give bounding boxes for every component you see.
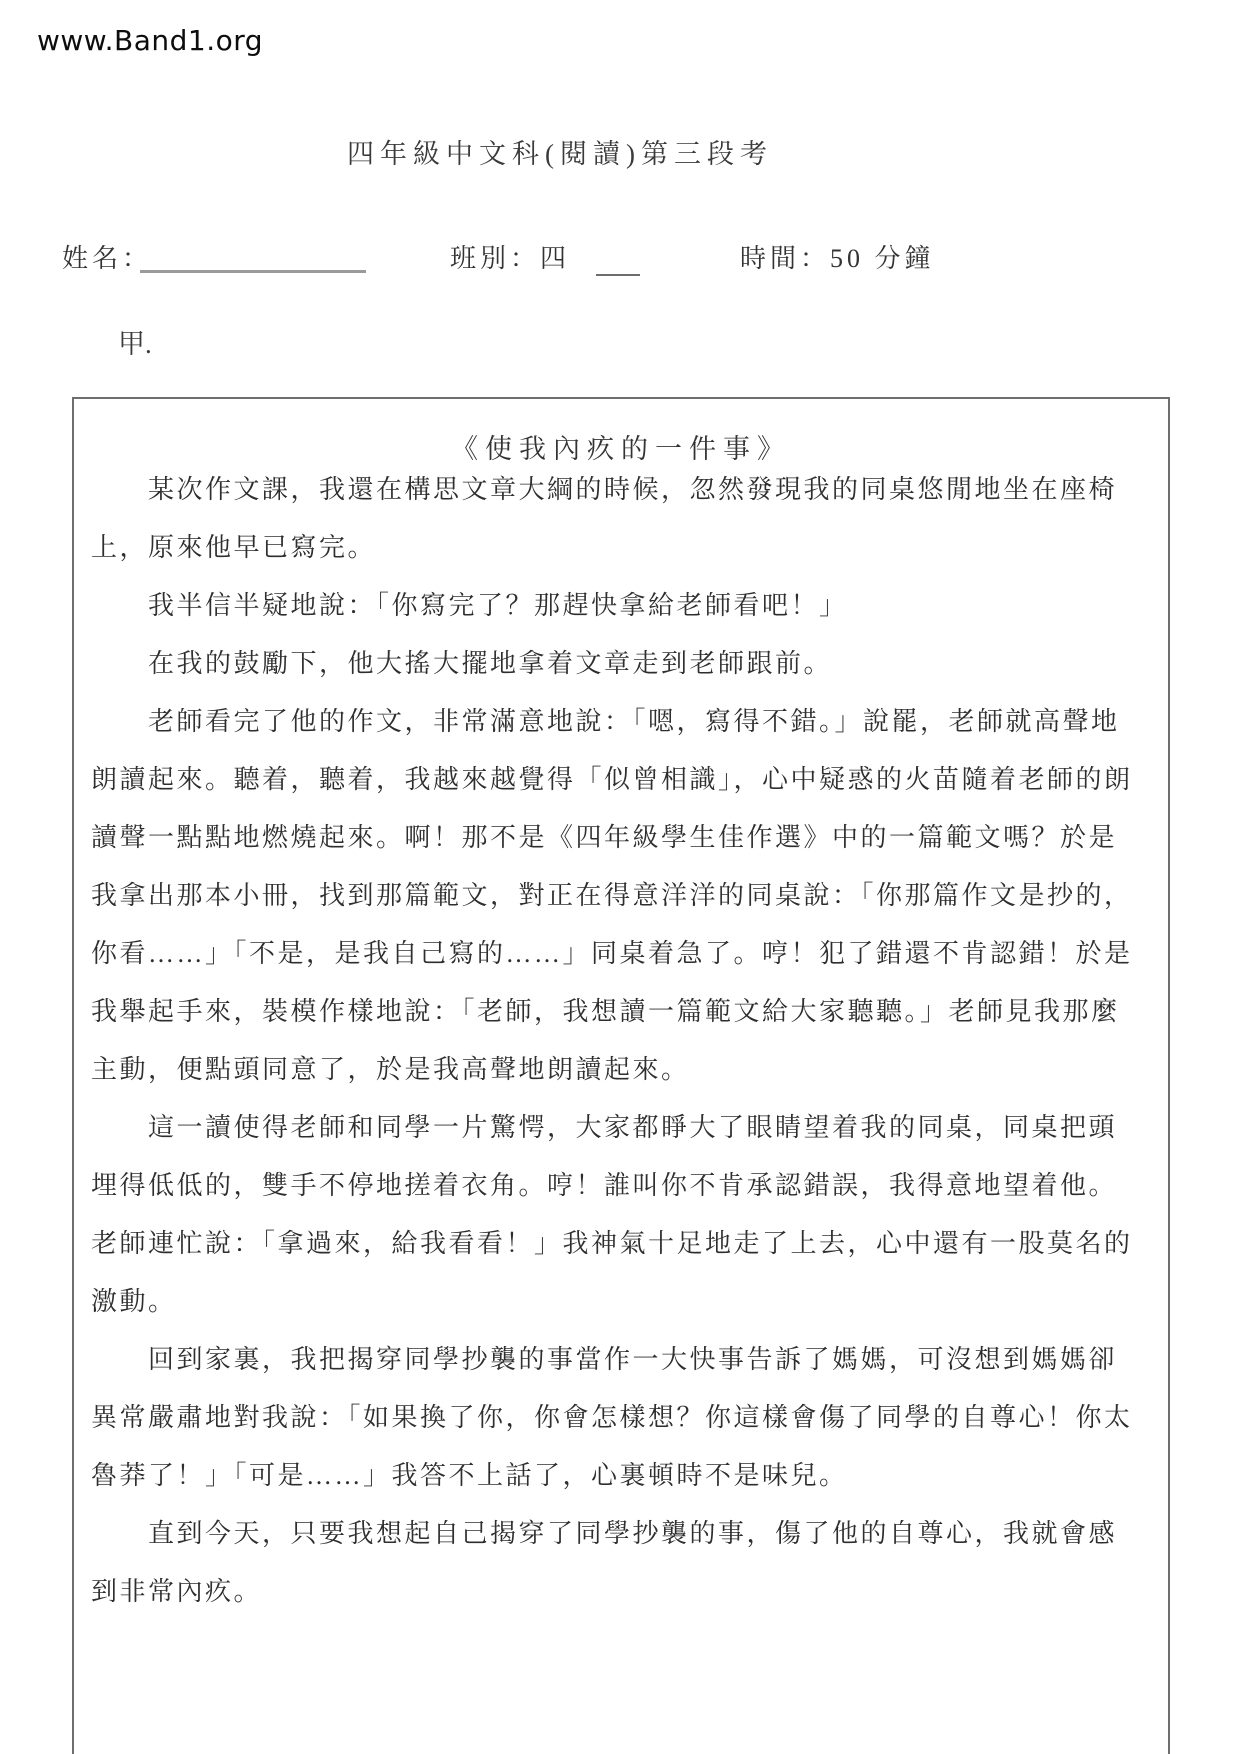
passage-line: 回到家裏，我把揭穿同學抄襲的事當作一大快事告訴了媽媽，可沒想到媽媽卻 — [91, 1345, 1118, 1374]
class-field — [450, 238, 570, 275]
passage-line: 我拿出那本小冊，找到那篇範文，對正在得意洋洋的同桌說：「你那篇作文是抄的， — [91, 881, 1133, 910]
class-label: 班別： — [450, 244, 541, 273]
passage-line: 魯莽了！」「可是……」我答不上話了，心裏頓時不是味兒。 — [91, 1461, 848, 1490]
time-label: 時間： — [740, 244, 831, 273]
passage-line: 我舉起手來，裝模作樣地說：「老師，我想讀一篇範文給大家聽聽。」老師見我那麼 — [91, 997, 1120, 1026]
passage-line: 老師連忙說：「拿過來，給我看看！」我神氣十足地走了上去，心中還有一股莫名的 — [91, 1229, 1133, 1258]
passage-line: 異常嚴肅地對我說：「如果換了你，你會怎樣想？你這樣會傷了同學的自尊心！你太 — [91, 1403, 1133, 1432]
passage-line: 這一讀使得老師和同學一片驚愕，大家都睜大了眼睛望着我的同桌，同桌把頭 — [91, 1113, 1118, 1142]
exam-title: 四年級中文科(閱讀)第三段考 — [347, 139, 773, 169]
passage-line: 你看……」「不是，是我自己寫的……」同桌着急了。哼！犯了錯還不肯認錯！於是 — [91, 939, 1133, 968]
passage-line: 老師看完了他的作文，非常滿意地說：「嗯，寫得不錯。」說罷，老師就高聲地 — [91, 707, 1120, 736]
name-label: 姓名： — [62, 244, 153, 273]
time-field — [740, 238, 935, 275]
passage-line: 上，原來他早已寫完。 — [91, 533, 377, 562]
passage-line: 直到今天，只要我想起自己揭穿了同學抄襲的事，傷了他的自尊心，我就會感 — [91, 1519, 1118, 1548]
passage-line: 我半信半疑地說：「你寫完了？那趕快拿給老師看吧！」 — [91, 591, 848, 620]
passage-box — [72, 397, 1170, 1754]
passage-line: 朗讀起來。聽着，聽着，我越來越覺得「似曾相識」，心中疑惑的火苗隨着老師的朗 — [91, 765, 1133, 794]
header-fields-row — [0, 238, 1240, 284]
passage-line: 埋得低低的，雙手不停地搓着衣角。哼！誰叫你不肯承認錯誤，我得意地望着他。 — [91, 1171, 1118, 1200]
passage-line: 主動，便點頭同意了，於是我高聲地朗讀起來。 — [91, 1055, 690, 1084]
class-blank-line — [596, 274, 640, 276]
passage-line: 激動。 — [91, 1287, 177, 1316]
name-blank-line — [140, 270, 366, 273]
passage-line: 讀聲一點點地燃燒起來。啊！那不是《四年級學生佳作選》中的一篇範文嗎？於是 — [91, 823, 1118, 852]
time-value: 50 分鐘 — [830, 244, 935, 273]
passage-title: 《使我內疚的一件事》 — [451, 434, 791, 464]
section-label: 甲. — [118, 329, 152, 359]
passage-line: 在我的鼓勵下，他大搖大擺地拿着文章走到老師跟前。 — [91, 649, 833, 678]
passage-line: 到非常內疚。 — [91, 1577, 263, 1606]
watermark-url: www.Band1.org — [37, 24, 264, 57]
passage-line: 某次作文課，我還在構思文章大綱的時候，忽然發現我的同桌悠閒地坐在座椅 — [91, 475, 1118, 504]
class-value: 四 — [540, 244, 571, 273]
passage-body — [91, 461, 1146, 1621]
